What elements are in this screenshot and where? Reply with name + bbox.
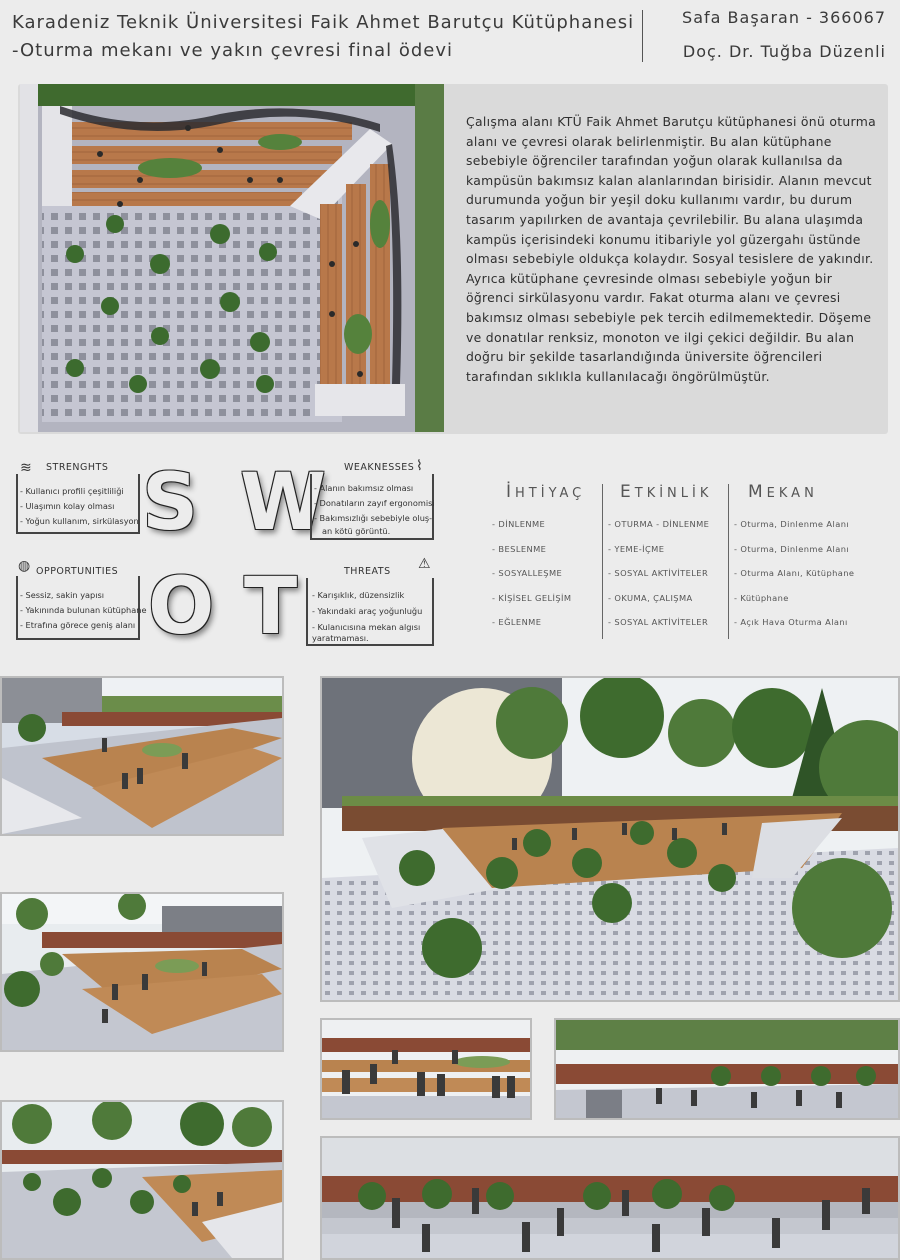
swot-letter-w: W [240,458,327,548]
site-plan-image [20,84,444,432]
swot-threats-list [312,588,422,645]
swimmer-icon: ≋ [20,460,32,476]
list-item: - Alanın bakımsız olması [314,483,414,493]
list-item: - SOSYAL AKTİVİTELER [608,617,709,627]
list-item: - BESLENME [492,543,547,554]
swot-opportunities-title: OPPORTUNITIES [36,566,119,577]
header [0,0,900,72]
advisor-name: Doç. Dr. Tuğba Düzenli [682,42,886,61]
swot-strengths-list [20,484,139,529]
render-image-mid-2 [554,1018,900,1120]
list-item: - Oturma, Dinlenme Alanı [734,519,850,529]
list-item: - Yakındaki araç yoğunluğu [312,606,423,616]
list-item: - Donatıların zayıf ergonomisi [314,498,435,508]
list-item: - Açık Hava Oturma Alanı [734,617,848,627]
list-item: - KİŞİSEL GELİŞİM [492,592,572,603]
heading-rest: EKAN [766,486,818,501]
mekan-list [734,512,854,635]
list-item: - SOSYAL AKTİVİTELER [608,568,709,578]
etkinlik-list [608,512,709,635]
mekan-heading [748,482,818,502]
list-item: - SOSYALLEŞME [492,568,563,578]
list-item: - Yoğun kullanım, sirkülasyon [20,516,139,526]
ihtiyac-list [492,512,571,635]
list-item: - YEME-İÇME [608,543,665,554]
swot-weaknesses-title: WEAKNESSES [344,462,415,473]
list-item: - Kütüphane [734,592,789,603]
render-image-mid-1 [320,1018,532,1120]
etkinlik-heading [620,482,712,502]
poster-title: Karadeniz Teknik Üniversitesi Faik Ahmet Barutçu Kütüphanesi [12,12,635,33]
list-item: - Oturma Alanı, Kütüphane [734,568,855,578]
list-item: - OTURMA - DİNLENME [608,519,710,529]
list-item: an kötü görüntü. [322,526,391,536]
author-name: Safa Başaran - 366067 [682,8,886,27]
chart-decline-icon: ⌇ [416,458,423,474]
heading-rest: TKİNLİK [634,486,713,501]
swot-weaknesses-list [314,482,435,538]
swot-letter-o: O [148,562,215,652]
list-item: - OKUMA, ÇALIŞMA [608,592,693,603]
list-item: - Kullanıcı profili çeşitliliği [20,486,124,496]
list-item: - Kulanıcısına mekan algısı [312,622,421,632]
render-image-main [320,676,900,1002]
list-item: - Oturma, Dinlenme Alanı [734,543,850,554]
list-item: - DİNLENME [492,519,546,529]
heading-rest: HTİYAÇ [515,486,586,501]
list-item: - EĞLENME [492,617,542,627]
project-description: Çalışma alanı KTÜ Faik Ahmet Barutçu kütüphanesi önü oturma alanı ve çevresi olarak belirlenmiştir. Bu alan kütüphane sebebiyle öğrenciler tarafından yoğun olarak kullanılsa da kampüsün bakımsız kalan alanlarından birisidir. Alanın mevcut durumunda yoğun bir yeşil doku kullanımı vardır, bu durum tasarım yapılırken de avantaja çevrilebilir. Bu alana ulaşımda kampüs içerisindeki konumu itibariyle yol güzergahı üstünde olması sebebiyle oldukça kolaydır. Sosyal tesislere de yakındır. Ayrıca kütüphane çevresinde olması sebebiyle yoğun bir öğrenci sirkülasyonu vardır. Fakat oturma alanı ve çevresi bakımsız olması sebebiyle pek tercih edilmemektedir. Döşeme ve donatılar renksiz, monoton ve ilgi çekici değildir. Bu alan doğru bir şekilde tasarlandığında üniversite öğrencileri tarafından sıklıkla kullanılacağı öngörülmüştür. [466,114,876,384]
swot-letter-s: S [142,458,199,548]
ihtiyac-heading [506,482,585,502]
lightbulb-icon: ◍ [18,558,31,574]
swot-strengths-title: STRENGHTS [46,462,109,473]
list-item: - Karışıklık, düzensizlik [312,590,405,600]
heading-initial: M [748,482,767,502]
list-item: yaratmaması. [312,633,369,643]
render-image-left-3 [0,1100,284,1260]
render-image-left-2 [0,892,284,1052]
header-divider [642,10,643,62]
render-image-bottom [320,1136,900,1260]
swot-opportunities-list [20,588,147,633]
list-item: - Bakımsızlığı sebebiyle oluş- [314,513,433,523]
swot-threats-title: THREATS [344,566,391,577]
swot-letter-t: T [244,562,298,652]
render-image-left-1 [0,676,284,836]
poster-subtitle: -Oturma mekanı ve yakın çevresi final ödevi [12,40,454,61]
heading-initial: İ [506,482,516,502]
heading-initial: E [620,482,635,502]
list-item: - Ulaşımın kolay olması [20,501,115,511]
list-item: - Etrafına görece geniş alanı [20,620,136,630]
column-divider [728,484,729,639]
column-divider [602,484,603,639]
list-item: - Yakınında bulunan kütüphane [20,605,147,615]
list-item: - Sessiz, sakin yapısı [20,590,105,600]
warning-icon: ⚠ [418,556,431,572]
